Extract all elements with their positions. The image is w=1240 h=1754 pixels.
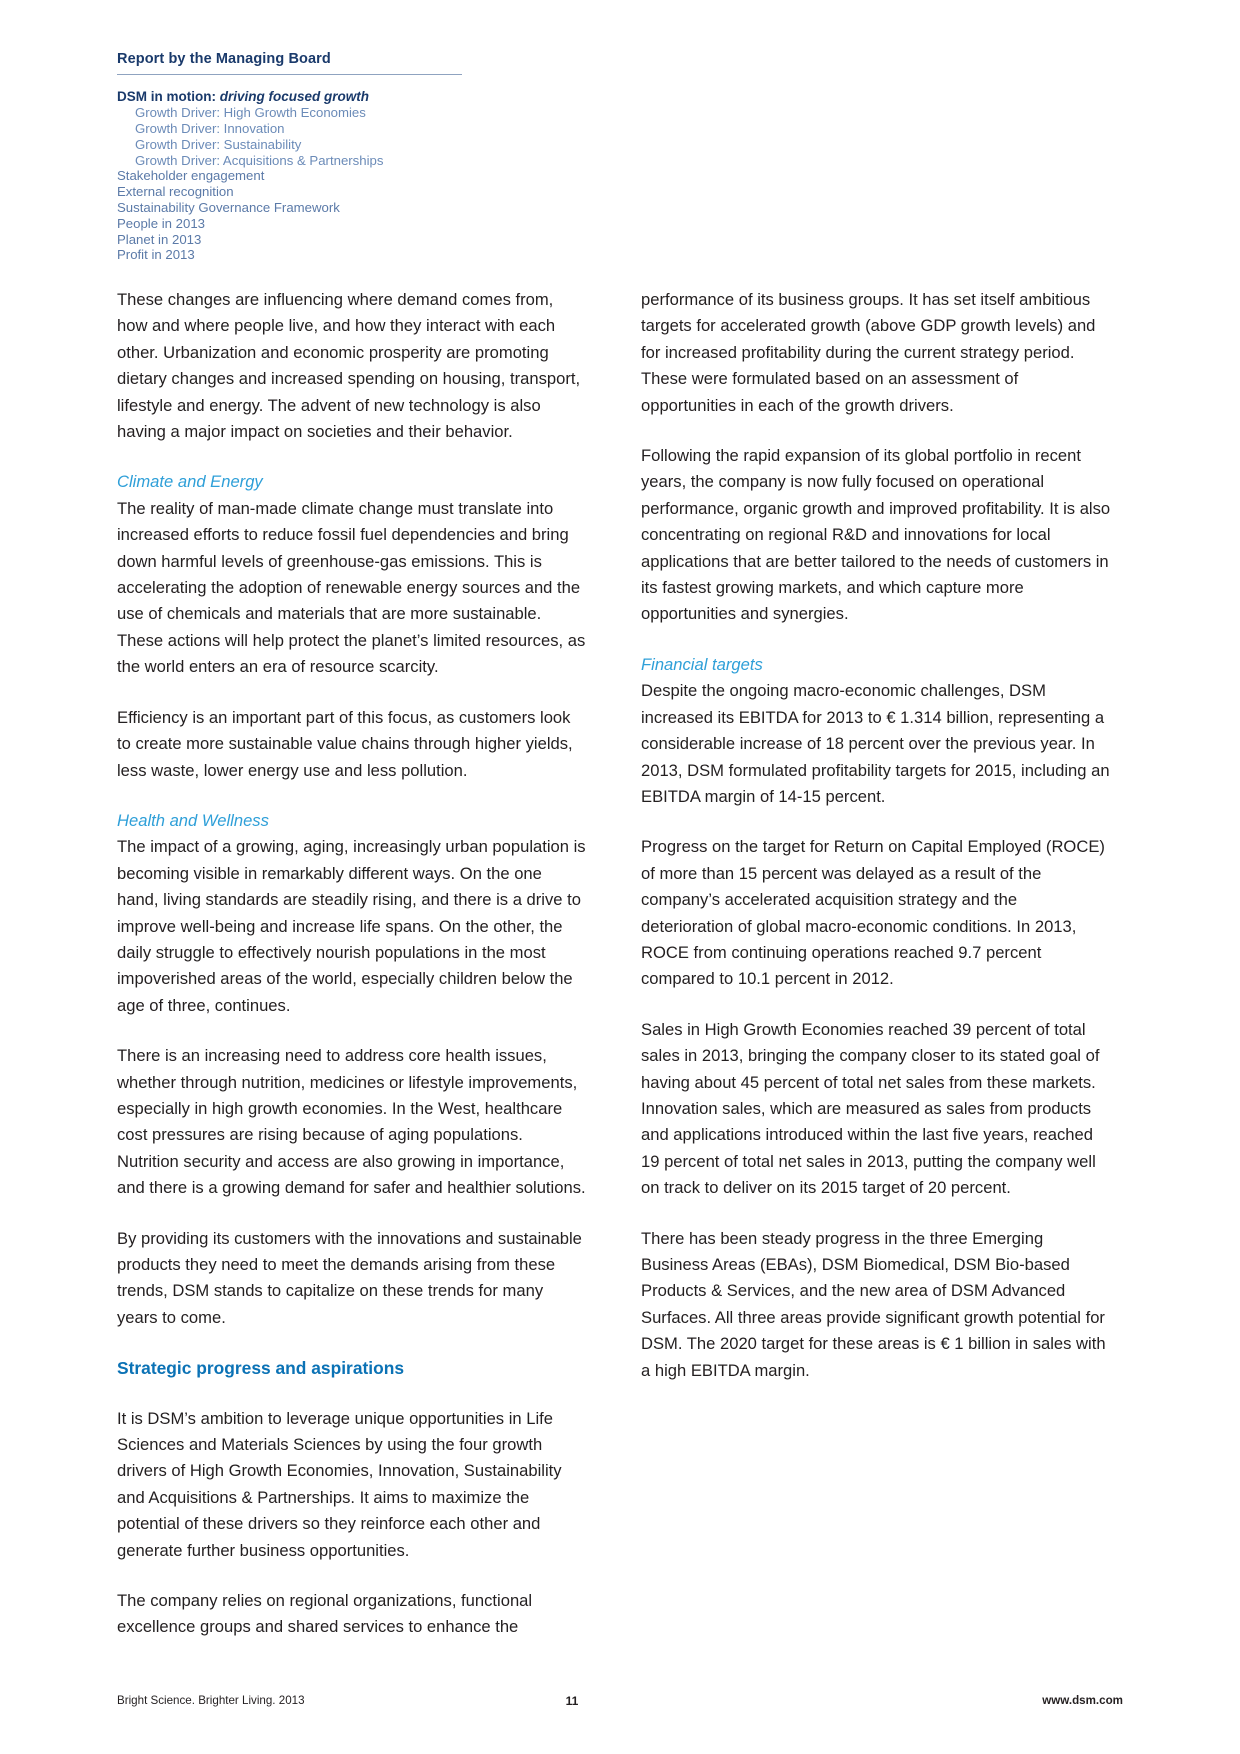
paragraph: The reality of man-made climate change must translate into increased efforts to reduce fossil fuel dependencies and bring down harmful levels of greenhouse-gas emissions. This is accelerating the adoption of renewable energy sources and the use of chemicals and materials that are more sustainable. These actions will help protect the planet’s limited resources, as the world enters an era of resource scarcity. bbox=[117, 498, 586, 677]
contents-item-acquisitions-partnerships[interactable] bbox=[117, 153, 537, 169]
paragraph: By providing its customers with the innovations and sustainable products they need to meet the demands arising from these trends, DSM stands to capitalize on these trends for many years to come. bbox=[117, 1228, 582, 1327]
paragraph: Despite the ongoing macro-economic challenges, DSM increased its EBITDA for 2013 to € 1.314 billion, representing a considerable increase of 18 percent over the previous year. In 2013, DSM formulated profitability targets for 2015, including an EBITDA margin of 14-15 percent. bbox=[641, 681, 1110, 806]
paragraph: The impact of a growing, aging, increasingly urban population is becoming visible in remarkably different ways. On the one hand, living standards are steadily rising, and there is a drive to improve well-being and increase life spans. On the other, the daily struggle to effectively nourish populations in the most impoverished areas of the world, especially children below the age of three, continues. bbox=[117, 837, 586, 1015]
contents-item-planet-in-2013[interactable] bbox=[117, 232, 537, 248]
paragraph: Following the rapid expansion of its global portfolio in recent years, the company is now fully focused on operational performance, organic growth and improved profitability. It is also concentrating on regional R&D and innovations for local applications that are better tailored to the needs of customers in its fastest growing markets, and which capture more opportunities and synergies. bbox=[641, 446, 1111, 624]
contents-item-sustainability-governance-framework[interactable] bbox=[117, 200, 537, 216]
contents-item-stakeholder-engagement[interactable] bbox=[117, 168, 537, 184]
contents-item-label: Planet in 2013 bbox=[117, 231, 202, 247]
paragraph: Sales in High Growth Economies reached 39 percent of total sales in 2013, bringing the company closer to its stated goal of having about 45 percent of total net sales from these markets. Innovation sales, which are measured as sales from products and applications introduced within the last five years, reached 19 percent of total net sales in 2013, putting the company well on track to deliver on its 2015 target of 20 percent. bbox=[641, 1019, 1100, 1198]
contents-item-label: Growth Driver: Acquisitions & Partnerships bbox=[135, 152, 384, 168]
contents-item-sustainability[interactable] bbox=[117, 137, 537, 153]
contents-item-label: Sustainability Governance Framework bbox=[117, 199, 340, 215]
contents-item-external-recognition[interactable] bbox=[117, 184, 537, 200]
contents-lead-prefix: DSM in motion: bbox=[117, 89, 216, 104]
subheading-health-and-wellness: Health and Wellness bbox=[117, 810, 269, 830]
paragraph: There has been steady progress in the three Emerging Business Areas (EBAs), DSM Biomedical, DSM Bio-based Products & Services, and the new area of DSM Advanced Surfaces. All three areas provide significant growth potential for DSM. The 2020 target for these areas is € 1 billion in sales with a high EBITDA margin. bbox=[641, 1228, 1106, 1380]
contents-item-profit-in-2013[interactable] bbox=[117, 247, 537, 263]
running-header bbox=[117, 50, 462, 75]
contents-item-label: Growth Driver: High Growth Economies bbox=[135, 105, 366, 121]
paragraph: Efficiency is an important part of this focus, as customers look to create more sustainable value chains through higher yields, less waste, lower energy use and less pollution. bbox=[117, 707, 573, 780]
contents-item-label: Growth Driver: Sustainability bbox=[135, 136, 302, 152]
footer-page-number: 11 bbox=[565, 1694, 579, 1708]
contents-item-label: Growth Driver: Innovation bbox=[135, 121, 285, 136]
contents-lead-emphasis: driving focused growth bbox=[219, 89, 370, 104]
contents-item-label: People in 2013 bbox=[117, 215, 205, 231]
paragraph: performance of its business groups. It has set itself ambitious targets for accelerated growth (above GDP growth levels) and for increased profitability during the current strategy period. These were formulated based on an assessment of opportunities in each of the growth drivers. bbox=[641, 290, 1096, 415]
contents-lead-item[interactable] bbox=[117, 89, 537, 105]
chapter-contents-list bbox=[117, 89, 537, 263]
paragraph: It is DSM’s ambition to leverage unique opportunities in Life Sciences and Materials Sciences by using the four growth drivers of High Growth Economies, Innovation, Sustainability and Acquisitions & Partnerships. It aims to maximize the potential of these drivers so they reinforce each other and generate further business opportunities. bbox=[117, 1408, 562, 1560]
body-column-left bbox=[117, 287, 587, 1641]
subheading-climate-and-energy: Climate and Energy bbox=[117, 472, 263, 492]
paragraph: There is an increasing need to address core health issues, whether through nutrition, medicines or lifestyle improvements, especially in high growth economies. In the West, healthcare cost pressures are rising because of aging populations. Nutrition security and access are also growing in importance, and there is a growing demand for safer and healthier solutions. bbox=[117, 1046, 586, 1198]
subheading-financial-targets: Financial targets bbox=[641, 654, 763, 674]
contents-item-label: External recognition bbox=[117, 184, 234, 200]
footer-tagline: Bright Science. Brighter Living. 2013 bbox=[117, 1694, 305, 1707]
running-header-title: Report by the Managing Board bbox=[117, 51, 331, 67]
footer-website[interactable]: www.dsm.com bbox=[1042, 1694, 1123, 1707]
contents-item-high-growth-economies[interactable] bbox=[117, 105, 537, 121]
paragraph: These changes are influencing where demand comes from, how and where people live, and how they interact with each other. Urbanization and economic prosperity are promoting dietary changes and increased spending on housing, transport, lifestyle and energy. The advent of new technology is also having a major impact on societies and their behavior. bbox=[117, 290, 581, 442]
contents-item-label: Profit in 2013 bbox=[117, 247, 195, 263]
contents-item-people-in-2013[interactable] bbox=[117, 216, 537, 232]
header-divider bbox=[117, 74, 462, 75]
section-heading-strategic-progress: Strategic progress and aspirations bbox=[117, 1358, 405, 1379]
body-column-right bbox=[641, 287, 1111, 1384]
page-footer bbox=[117, 1694, 1123, 1710]
contents-item-innovation[interactable] bbox=[117, 121, 537, 137]
paragraph: Progress on the target for Return on Capital Employed (ROCE) of more than 15 percent was delayed as a result of the company’s accelerated acquisition strategy and the deterioration of global macro-economic conditions. In 2013, ROCE from continuing operations reached 9.7 percent compared to 10.1 percent in 2012. bbox=[641, 837, 1105, 989]
contents-item-label: Stakeholder engagement bbox=[117, 168, 265, 184]
paragraph: The company relies on regional organizations, functional excellence groups and shared services to enhance the bbox=[117, 1591, 533, 1637]
